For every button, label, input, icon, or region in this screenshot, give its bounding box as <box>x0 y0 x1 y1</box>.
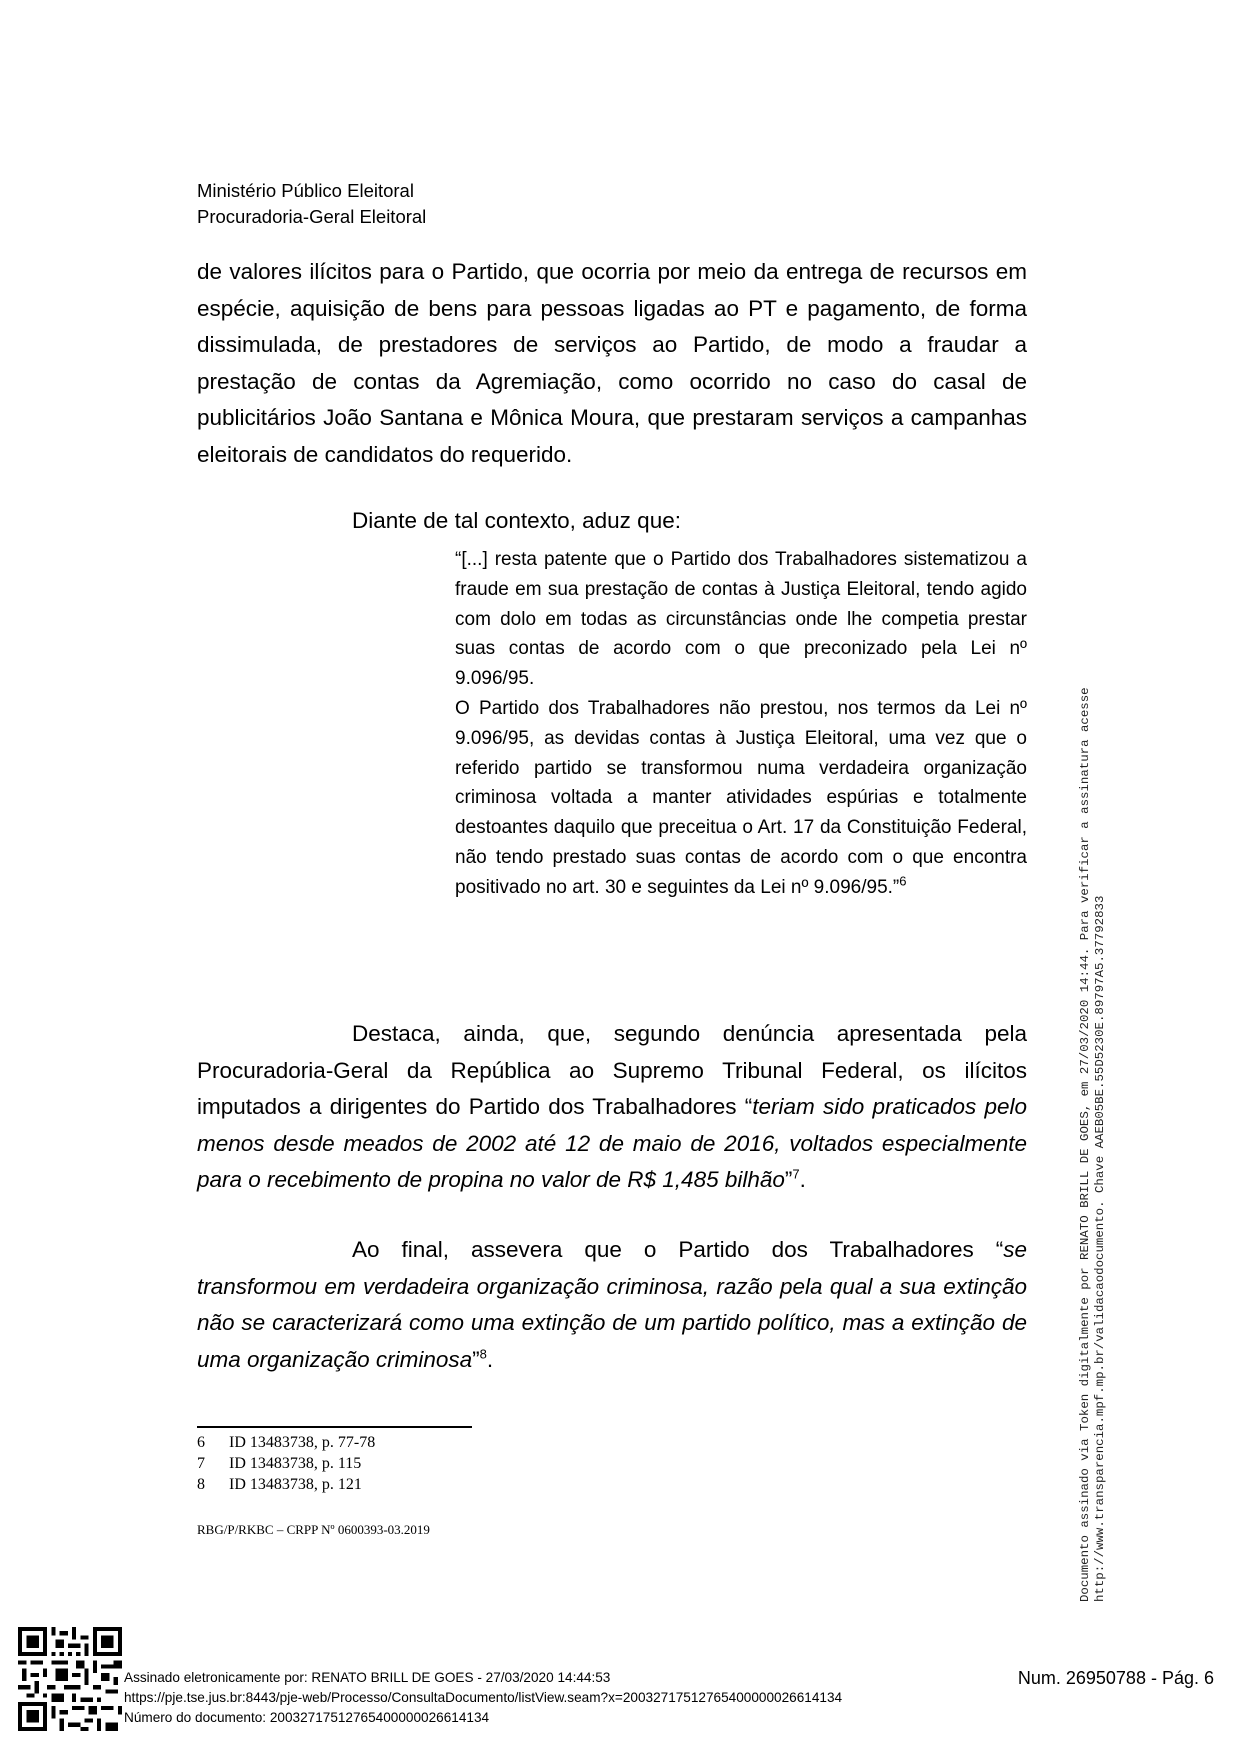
paragraph-4 <box>197 1232 1027 1378</box>
footnote <box>197 1432 375 1453</box>
sidebar-line-2: http://www.transparencia.mpf.mp.br/validacaodocumento. Chave AAEB05BE.55D5230E.89797A5.37792833 <box>1093 895 1107 1602</box>
footnote-text: ID 13483738, p. 115 <box>229 1455 362 1472</box>
signature-url[interactable]: https://pje.tse.jus.br:8443/pje-web/Processo/ConsultaDocumento/listView.seam?x=20032717512765400000026614134 <box>124 1690 843 1705</box>
paragraph-4-end: . <box>486 1346 494 1372</box>
paragraph-3 <box>197 1016 1027 1199</box>
sidebar-line-1: Documento assinado via Token digitalmente por RENATO BRILL DE GOES, em 27/03/2020 14:44. Para verificar a assinatura acesse <box>1078 687 1092 1602</box>
footnotes <box>197 1432 375 1495</box>
signature-sidebar <box>1078 512 1108 1602</box>
paragraph-3-end: . <box>799 1167 806 1192</box>
footnote-number: 6 <box>197 1434 205 1451</box>
block-quote <box>455 545 1027 903</box>
paragraph-3-text: Destaca, ainda, que, segundo denúncia apresentada pela Procuradoria-Geral da República ao Supremo Tribunal Federal, os ilícitos imputados a dirigentes do Partido dos Trabalhadores “ <box>197 1021 1027 1119</box>
quote-part-1: “[...] resta patente que o Partido dos Trabalhadores sistematizou a fraude em sua prestação de contas à Justiça Eleitoral, tendo agido com dolo em todas as circunstâncias onde lhe competia prestar suas contas de acordo com o que preconizado pela Lei nº 9.096/95. <box>455 549 1027 690</box>
footnote-ref-6: 6 <box>899 873 907 889</box>
paragraph-2: Diante de tal contexto, aduz que: <box>352 508 681 533</box>
quote-part-2-text: O Partido dos Trabalhadores não prestou, nos termos da Lei nº 9.096/95, as devidas contas à Justiça Eleitoral, uma vez que o referido partido se transformou numa verdadeira organização criminosa voltada a manter atividades espúrias e totalmente destoantes daquilo que preceitua o Art. 17 da Constituição Federal, não tendo prestado suas contas de acordo com o que encontra positivado no art. 30 e seguintes da Lei nº 9.096/95.” <box>455 697 1027 898</box>
paragraph-3-close-quote: ” <box>784 1167 793 1192</box>
footnote-ref-8: 8 <box>479 1346 487 1361</box>
quote-part-2 <box>455 694 1027 903</box>
signature-document-number: Número do documento: 20032717512765400000026614134 <box>124 1710 490 1725</box>
footnote-text: ID 13483738, p. 77-78 <box>229 1434 376 1451</box>
footnote-text: ID 13483738, p. 121 <box>229 1476 362 1493</box>
page-number: Num. 26950788 - Pág. 6 <box>1017 1668 1214 1688</box>
reference-line: RBG/P/RKBC – CRPP Nº 0600393-03.2019 <box>197 1522 430 1537</box>
footnote-number: 7 <box>197 1455 205 1472</box>
header-line-1: Ministério Público Eleitoral <box>197 180 414 201</box>
footnote-ref-7: 7 <box>792 1166 800 1182</box>
footnote-divider <box>197 1426 472 1428</box>
electronic-signature <box>124 1668 842 1728</box>
qr-code-icon <box>18 1627 122 1731</box>
paragraph-3-italic: teriam sido praticados pelo menos desde meados de 2002 até 12 de maio de 2016, voltados especialmente para o recebimento de propina no valor de R$ 1,485 bilhão <box>197 1094 1027 1192</box>
footnote <box>197 1453 375 1474</box>
signature-line-1: Assinado eletronicamente por: RENATO BRILL DE GOES - 27/03/2020 14:44:53 <box>124 1670 611 1685</box>
footnote <box>197 1474 375 1495</box>
paragraph-4-text: Ao final, assevera que o Partido dos Trabalhadores “ <box>352 1237 1004 1262</box>
footnote-number: 8 <box>197 1476 205 1493</box>
header-line-2: Procuradoria-Geral Eleitoral <box>197 206 427 227</box>
paragraph-4-italic: se transformou em verdadeira organização criminosa, razão pela qual a sua extinção não se caracterizará como uma extinção de um partido político, mas a extinção de uma organização criminosa <box>197 1237 1027 1372</box>
paragraph-1: de valores ilícitos para o Partido, que ocorria por meio da entrega de recursos em espécie, aquisição de bens para pessoas ligadas ao PT e pagamento, de forma dissimulada, de prestadores de serviços ao Partido, de modo a fraudar a prestação de contas da Agremiação, como ocorrido no caso do casal de publicitários João Santana e Mônica Moura, que prestaram serviços a campanhas eleitorais de candidatos do requerido. <box>197 259 1027 467</box>
paragraph-4-close-quote: ” <box>472 1346 480 1372</box>
document-header <box>197 178 426 230</box>
